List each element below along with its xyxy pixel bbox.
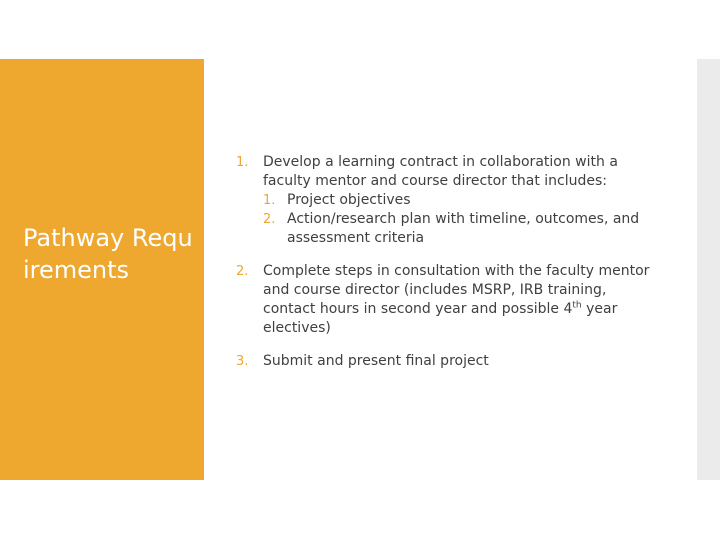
subitem-text-2: Action/research plan with timeline, outcomes, and assessment criteria [287, 211, 640, 246]
list-item-2 [236, 262, 656, 338]
subitem-text-1: Project objectives [287, 192, 411, 208]
subitem-number-1: 1. [263, 193, 276, 208]
sublist-item-1 [263, 191, 656, 210]
item-text-2 [263, 262, 656, 338]
ordinal-suffix: th [572, 300, 582, 311]
item-text-1: Develop a learning contract in collaboration with a faculty mentor and course director that includes: [263, 154, 618, 189]
item-number-2: 2. [236, 264, 249, 279]
sublist-item-2 [263, 210, 656, 248]
item-number-1: 1. [236, 155, 249, 170]
item-text-2-end: year electives) [263, 301, 618, 336]
item-number-3: 3. [236, 354, 249, 369]
item-text-2-main: Complete steps in consultation with the faculty mentor and course director (includes MSRP, IRB training, contact hours in second year and possible 4 [263, 263, 650, 317]
subitem-number-2: 2. [263, 212, 276, 227]
list-item-1 [236, 153, 656, 248]
requirements-list [236, 153, 656, 371]
item-text-3: Submit and present final project [263, 353, 489, 369]
slide-title: Pathway Requirements [23, 224, 193, 284]
list-item-3 [236, 352, 656, 371]
right-edge-strip [697, 59, 720, 480]
